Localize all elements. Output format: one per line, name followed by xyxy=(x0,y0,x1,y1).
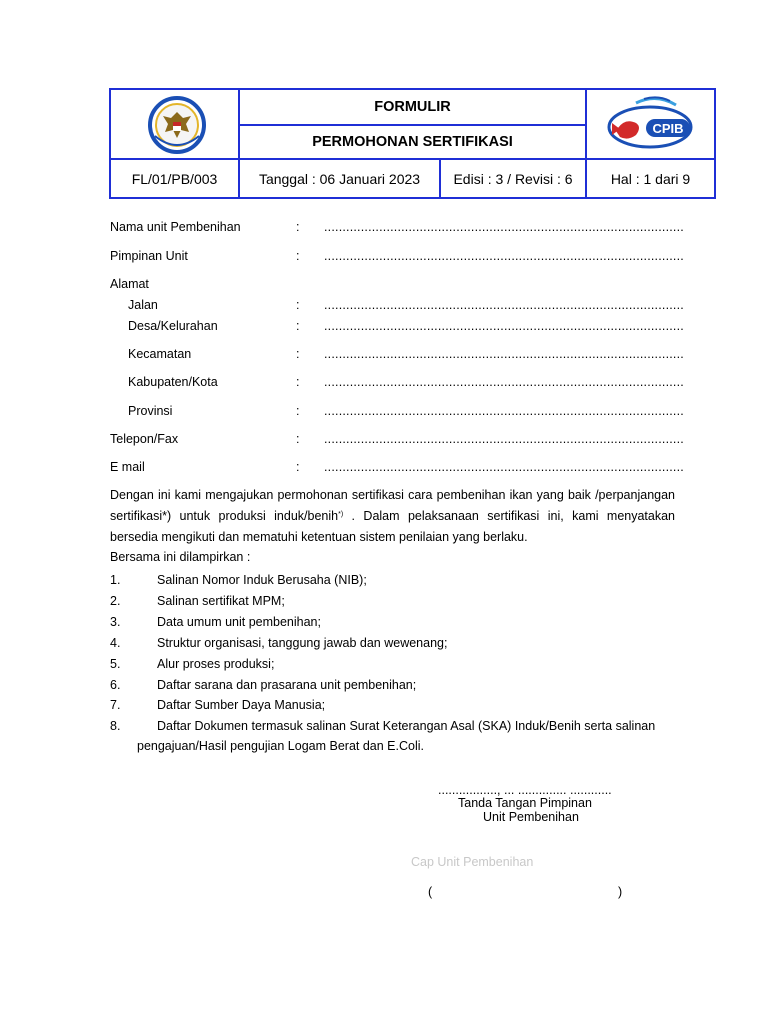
signature-title: Tanda Tangan Pimpinan xyxy=(458,796,592,810)
list-number: 3. xyxy=(110,615,121,629)
field-blank[interactable]: .................................................................................................. xyxy=(324,375,684,389)
declaration-paragraph xyxy=(110,485,675,548)
list-number: 2. xyxy=(110,594,121,608)
field-label: Kabupaten/Kota xyxy=(128,375,218,389)
declaration-text: . Dalam pelaksanaan sertifikasi ini, kami menyatakan bersedia mengikuti dan mematuhi ketentuan sistem penilaian yang berlaku. xyxy=(110,509,675,544)
list-text: Daftar sarana dan prasarana unit pembenihan; xyxy=(157,678,417,692)
field-label: Pimpinan Unit xyxy=(110,249,188,263)
field-colon: : xyxy=(296,249,300,263)
field-label: Telepon/Fax xyxy=(110,432,179,446)
doc-edition: Edisi : 3 / Revisi : 6 xyxy=(453,170,573,187)
name-paren-close: ) xyxy=(618,885,623,899)
list-number: 5. xyxy=(110,657,121,671)
list-text: Daftar Sumber Daya Manusia; xyxy=(157,698,326,712)
field-colon: : xyxy=(296,460,300,474)
doc-code: FL/01/PB/003 xyxy=(131,170,218,187)
list-text: Salinan Nomor Induk Berusaha (NIB); xyxy=(157,573,367,587)
signature-subtitle: Unit Pembenihan xyxy=(483,810,579,824)
list-text: Data umum unit pembenihan; xyxy=(157,615,321,629)
field-colon: : xyxy=(296,375,300,389)
field-colon: : xyxy=(296,432,300,446)
place-date-blank[interactable]: ................., ... .............. ............ xyxy=(438,783,612,797)
field-colon: : xyxy=(296,298,300,312)
list-number: 6. xyxy=(110,678,121,692)
list-number: 7. xyxy=(110,698,121,712)
list-item-continuation: pengajuan/Hasil pengujian Logam Berat dan E.Coli. xyxy=(137,739,424,753)
list-number: 1. xyxy=(110,573,121,587)
field-label: Nama unit Pembenihan xyxy=(110,220,241,234)
cpib-logo-text: CPIB xyxy=(652,121,684,136)
field-label: Provinsi xyxy=(128,404,173,418)
list-text: Daftar Dokumen termasuk salinan Surat Keterangan Asal (SKA) Induk/Benih serta salinan xyxy=(157,719,656,733)
field-blank[interactable]: .................................................................................................. xyxy=(324,298,684,312)
field-blank[interactable]: .................................................................................................. xyxy=(324,432,684,446)
header-table xyxy=(109,88,716,199)
divider xyxy=(585,90,587,159)
field-label: Desa/Kelurahan xyxy=(128,319,218,333)
form-title: FORMULIR xyxy=(374,99,451,115)
field-colon: : xyxy=(296,319,300,333)
form-subtitle: PERMOHONAN SERTIFIKASI xyxy=(312,134,513,150)
list-number: 8. xyxy=(110,719,121,733)
stamp-placeholder: Cap Unit Pembenihan xyxy=(411,855,534,869)
cpib-logo xyxy=(606,95,698,151)
name-paren-open: ( xyxy=(428,885,433,899)
doc-page: Hal : 1 dari 9 xyxy=(610,170,691,187)
field-label: E mail xyxy=(110,460,145,474)
list-text: Struktur organisasi, tanggung jawab dan wewenang; xyxy=(157,636,448,650)
attachment-intro: Bersama ini dilampirkan : xyxy=(110,550,251,564)
ministry-logo xyxy=(141,94,213,156)
field-blank[interactable]: .................................................................................................. xyxy=(324,220,684,234)
field-blank[interactable]: .................................................................................................. xyxy=(324,460,684,474)
field-colon: : xyxy=(296,347,300,361)
list-text: Alur proses produksi; xyxy=(157,657,275,671)
field-blank[interactable]: .................................................................................................. xyxy=(324,249,684,263)
field-label: Kecamatan xyxy=(128,347,192,361)
field-colon: : xyxy=(296,404,300,418)
field-label: Alamat xyxy=(110,277,149,291)
field-label: Jalan xyxy=(128,298,158,312)
list-number: 4. xyxy=(110,636,121,650)
field-blank[interactable]: .................................................................................................. xyxy=(324,347,684,361)
field-colon: : xyxy=(296,220,300,234)
list-text: Salinan sertifikat MPM; xyxy=(157,594,285,608)
footnote-mark: *) xyxy=(338,511,344,518)
doc-date: Tanggal : 06 Januari 2023 xyxy=(258,170,421,187)
field-blank[interactable]: .................................................................................................. xyxy=(324,319,684,333)
declaration-text: Dengan ini kami mengajukan permohonan sertifikasi cara pembenihan ikan yang baik /perpanjangan sertifikasi*) untuk produksi induk/benih xyxy=(110,488,675,523)
field-blank[interactable]: .................................................................................................. xyxy=(324,404,684,418)
